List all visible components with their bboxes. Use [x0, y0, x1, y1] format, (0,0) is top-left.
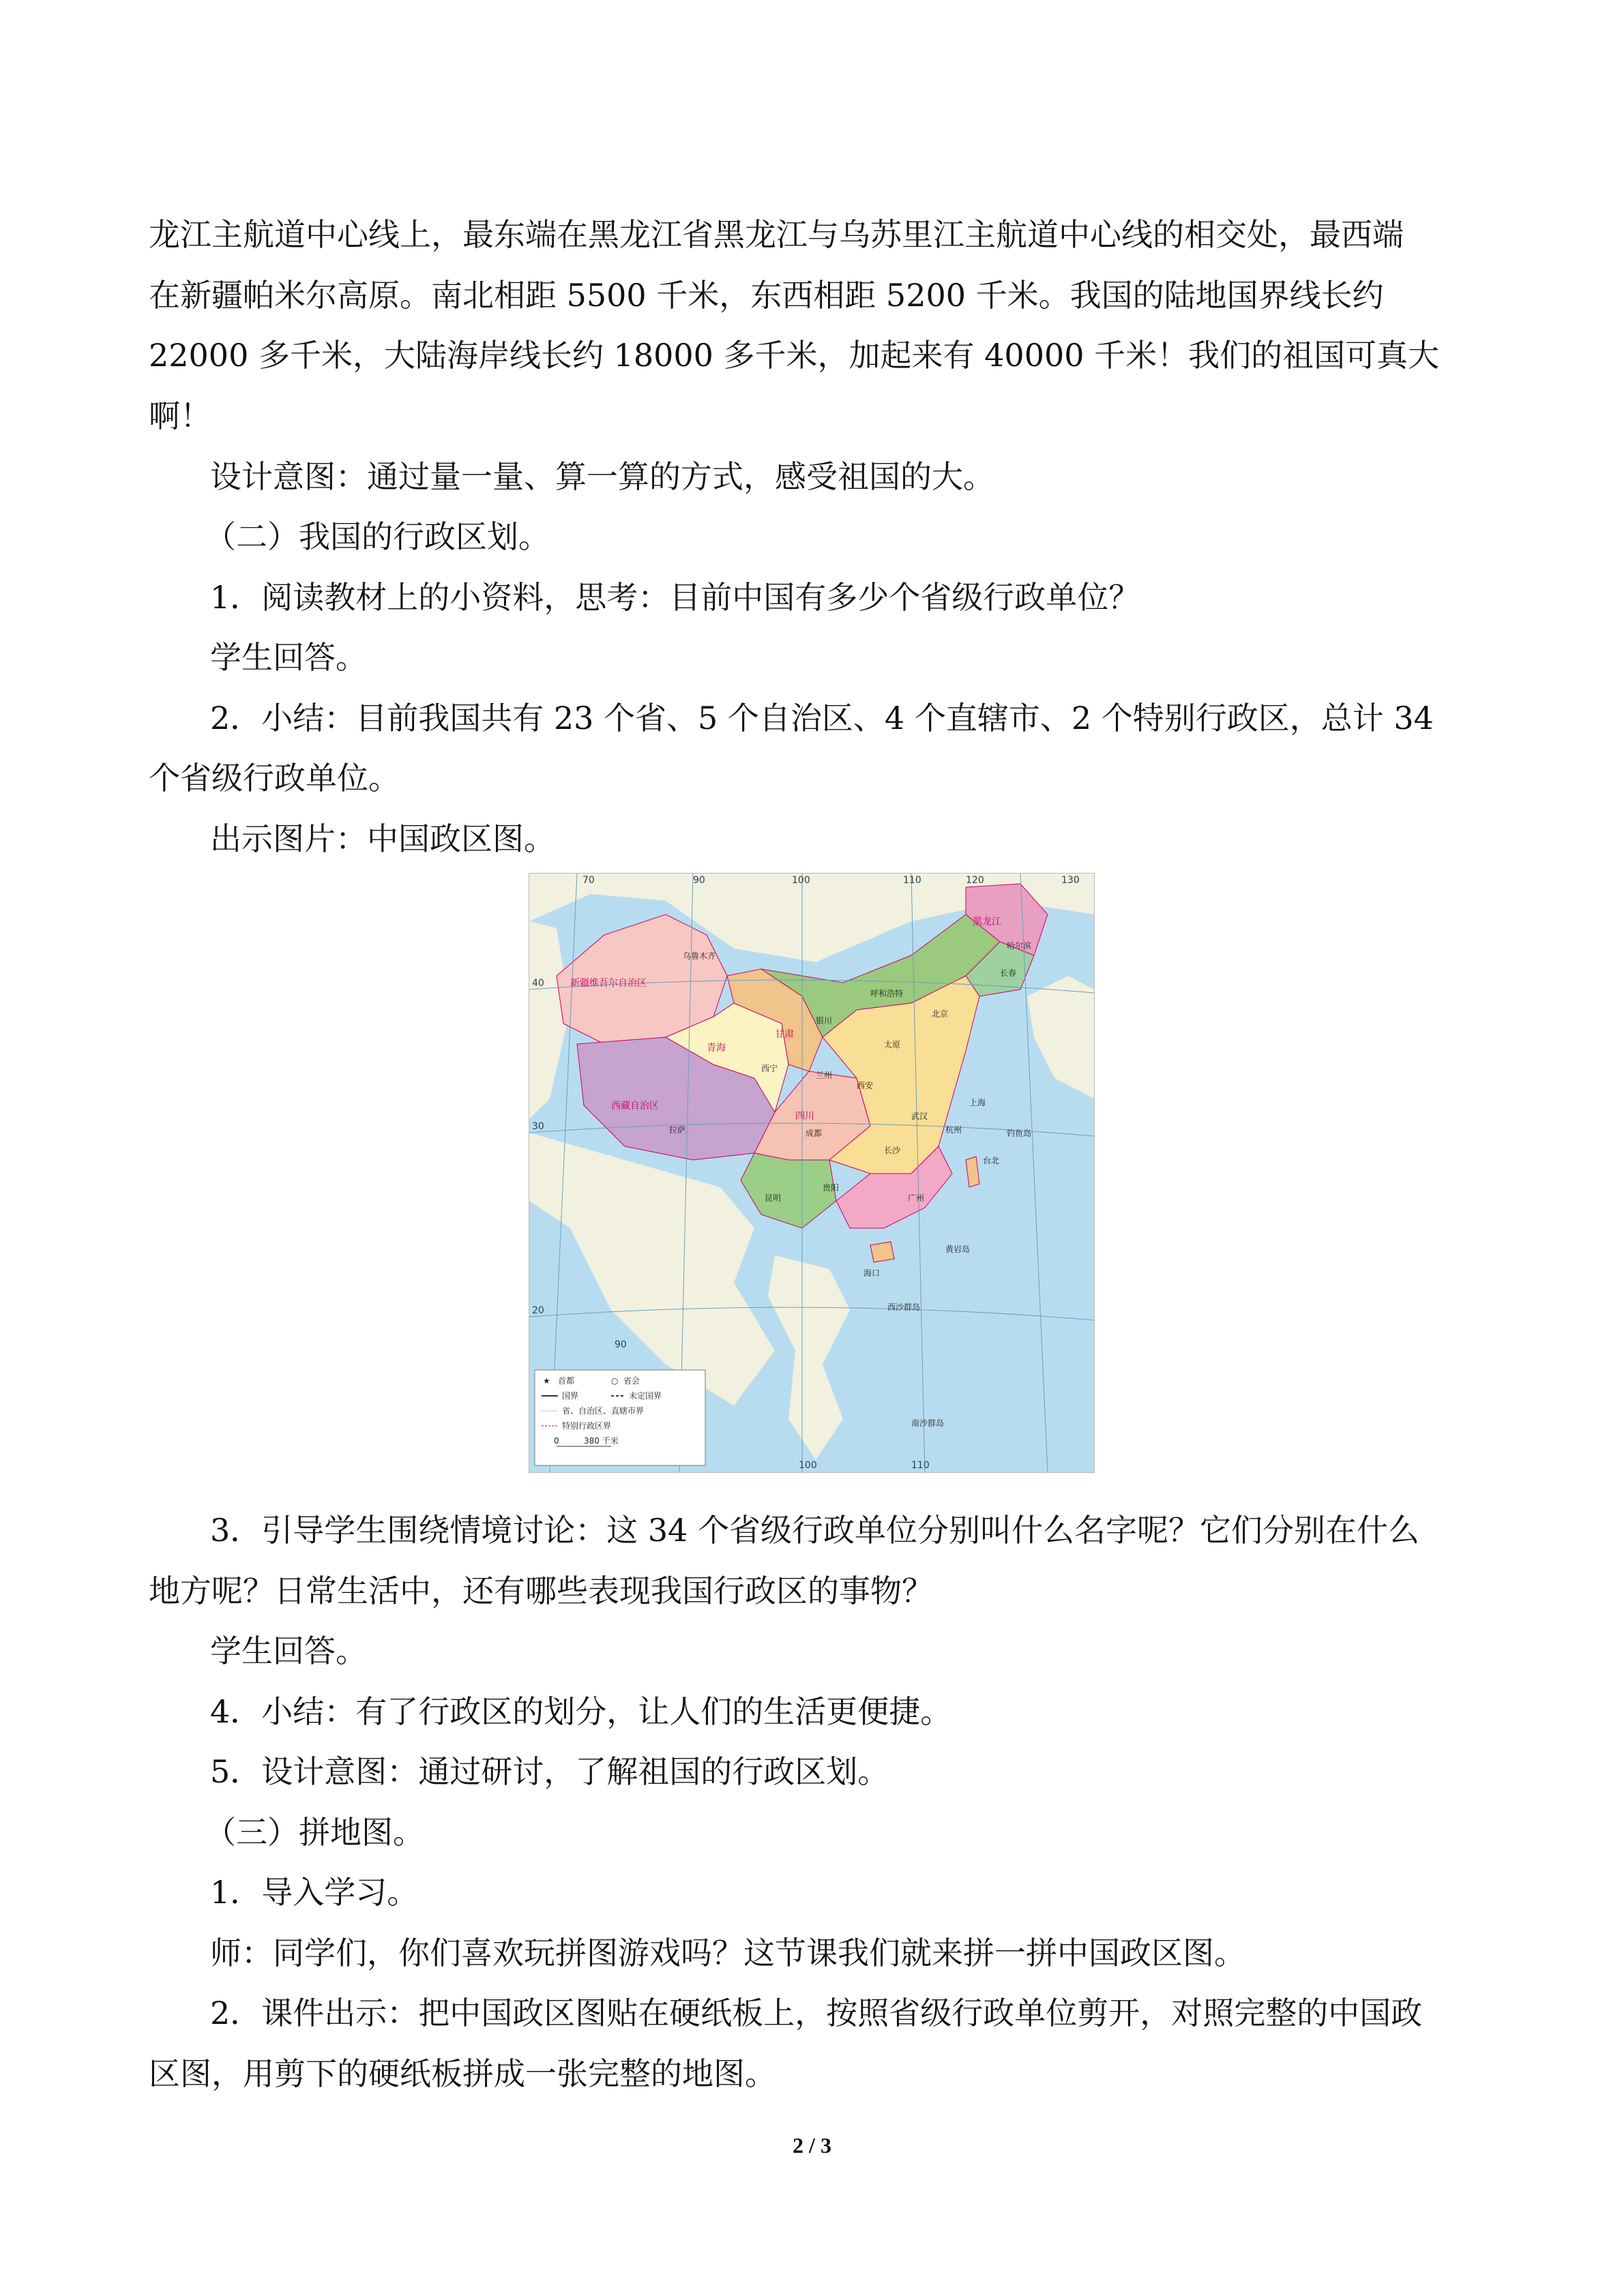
- section-3-item-2-line-2: 区图，用剪下的硬纸板拼成一张完整的地图。: [149, 2055, 776, 2092]
- tick-110: 110: [903, 875, 921, 886]
- section-3-item-2-line-1: 2．课件出示：把中国政区图贴在硬纸板上，按照省级行政单位剪开，对照完整的中国政: [210, 1995, 1423, 2031]
- legend-border: 国界: [562, 1391, 579, 1401]
- label-chengdu: 成都: [806, 1129, 823, 1138]
- label-nansha: 南沙群岛: [911, 1418, 945, 1428]
- legend-scale-zero: 0: [554, 1436, 559, 1446]
- section-2-item-2-line-2: 个省级行政单位。: [149, 760, 400, 796]
- tick-bottom-100: 100: [799, 1460, 817, 1471]
- section-2-item-2-line-1: 2．小结：目前我国共有 23 个省、5 个自治区、4 个直辖市、2 个特别行政区，总计 34: [210, 700, 1434, 736]
- tick-lat-30: 30: [532, 1121, 544, 1132]
- legend-capital: 首都: [558, 1376, 575, 1386]
- legend-undetermined: 未定国界: [629, 1391, 662, 1401]
- paragraph-line-2: 在新疆帕米尔高原。南北相距 5500 千米，东西相距 5200 千米。我国的陆地国界线长约: [149, 277, 1384, 314]
- tick-100: 100: [792, 875, 810, 886]
- legend-provincial-capital-icon: ○: [611, 1376, 619, 1386]
- label-lanzhou: 兰州: [816, 1071, 833, 1080]
- section-2-item-3-line-2: 地方呢？日常生活中，还有哪些表现我国行政区的事物？: [149, 1572, 933, 1609]
- section-2-item-4: 4．小结：有了行政区的划分，让人们的生活更便捷。: [210, 1693, 952, 1730]
- tick-bottom-110: 110: [911, 1460, 930, 1471]
- label-xining: 西宁: [761, 1064, 778, 1073]
- legend-province-border: 省、自治区、直辖市界: [562, 1406, 645, 1416]
- map-legend: [535, 1370, 705, 1465]
- china-political-map: [529, 873, 1095, 1473]
- tick-lat-40: 40: [532, 978, 544, 989]
- label-gansu: 甘肃: [775, 1029, 794, 1040]
- label-changchun: 长春: [1000, 968, 1017, 978]
- legend-sar-border: 特别行政区界: [562, 1421, 612, 1431]
- tick-130: 130: [1061, 875, 1080, 886]
- label-huangyan: 黄岩岛: [945, 1244, 971, 1254]
- page-number: 2 / 3: [793, 2133, 831, 2158]
- map-hainan: [870, 1242, 894, 1262]
- label-kunming: 昆明: [765, 1193, 782, 1203]
- tick-120: 120: [966, 875, 984, 886]
- tick-90: 90: [693, 875, 705, 886]
- tick-inner-90: 90: [615, 1339, 627, 1350]
- section-2-title: （二）我国的行政区划。: [205, 518, 550, 555]
- label-xinjiang: 新疆维吾尔自治区: [570, 978, 647, 989]
- label-urumqi: 乌鲁木齐: [683, 951, 716, 961]
- legend-scale-label: 380 千米: [584, 1436, 619, 1446]
- section-2-item-1: 1．阅读教材上的小资料，思考：目前中国有多少个省级行政单位？: [210, 579, 1140, 616]
- section-3-title: （三）拼地图。: [205, 1814, 424, 1851]
- label-harbin: 哈尔滨: [1007, 941, 1032, 951]
- label-taibei: 台北: [983, 1156, 1000, 1165]
- label-shanghai: 上海: [969, 1098, 986, 1107]
- label-hangzhou: 杭州: [945, 1125, 962, 1135]
- paragraph-line-4: 啊！: [149, 398, 211, 434]
- label-guiyang: 贵阳: [823, 1183, 840, 1193]
- label-qinghai: 青海: [707, 1043, 726, 1054]
- label-changsha: 长沙: [884, 1146, 901, 1155]
- label-tibet: 西藏自治区: [611, 1101, 659, 1112]
- label-diaoyu: 钓鱼岛: [1007, 1129, 1032, 1138]
- teacher-question: 师：同学们，你们喜欢玩拼图游戏吗？这节课我们就来拼一拼中国政区图。: [210, 1935, 1245, 1971]
- label-yinchuan: 银川: [816, 1016, 833, 1026]
- paragraph-line-3: 22000 多千米，大陆海岸线长约 18000 多千米，加起来有 40000 千米！我们的祖国可真大: [149, 337, 1440, 374]
- label-sichuan: 四川: [795, 1111, 814, 1122]
- label-beijing: 北京: [932, 1009, 949, 1019]
- section-2-item-3-line-1: 3．引导学生围绕情境讨论：这 34 个省级行政单位分别叫什么名字呢？它们分别在什么: [210, 1512, 1420, 1549]
- section-3-item-1: 1．导入学习。: [210, 1874, 419, 1911]
- student-answer-2: 学生回答。: [210, 1632, 367, 1669]
- paragraph-line-1: 龙江主航道中心线上，最东端在黑龙江省黑龙江与乌苏里江主航道中心线的相交处，最西端: [149, 216, 1404, 253]
- label-hohhot: 呼和浩特: [870, 989, 904, 998]
- tick-70: 70: [582, 875, 595, 886]
- label-wuhan: 武汉: [911, 1112, 928, 1121]
- label-haikou: 海口: [863, 1268, 881, 1278]
- label-heilongjiang: 黑龙江: [973, 916, 1001, 927]
- show-picture-caption: 出示图片：中国政区图。: [210, 820, 555, 857]
- label-guangzhou: 广州: [908, 1193, 925, 1203]
- legend-provincial-capital: 省会: [623, 1376, 640, 1386]
- legend-capital-icon: ★: [543, 1376, 550, 1386]
- label-xian: 西安: [857, 1081, 874, 1090]
- label-taiyuan: 太原: [884, 1040, 901, 1049]
- section-2-item-5: 5．设计意图：通过研讨，了解祖国的行政区划。: [210, 1753, 889, 1790]
- design-intent-1: 设计意图：通过量一量、算一算的方式，感受祖国的大。: [210, 458, 994, 495]
- label-lhasa: 拉萨: [669, 1125, 686, 1135]
- student-answer-1: 学生回答。: [210, 639, 367, 676]
- label-xisha: 西沙群岛: [887, 1302, 921, 1312]
- tick-lat-20: 20: [532, 1305, 544, 1316]
